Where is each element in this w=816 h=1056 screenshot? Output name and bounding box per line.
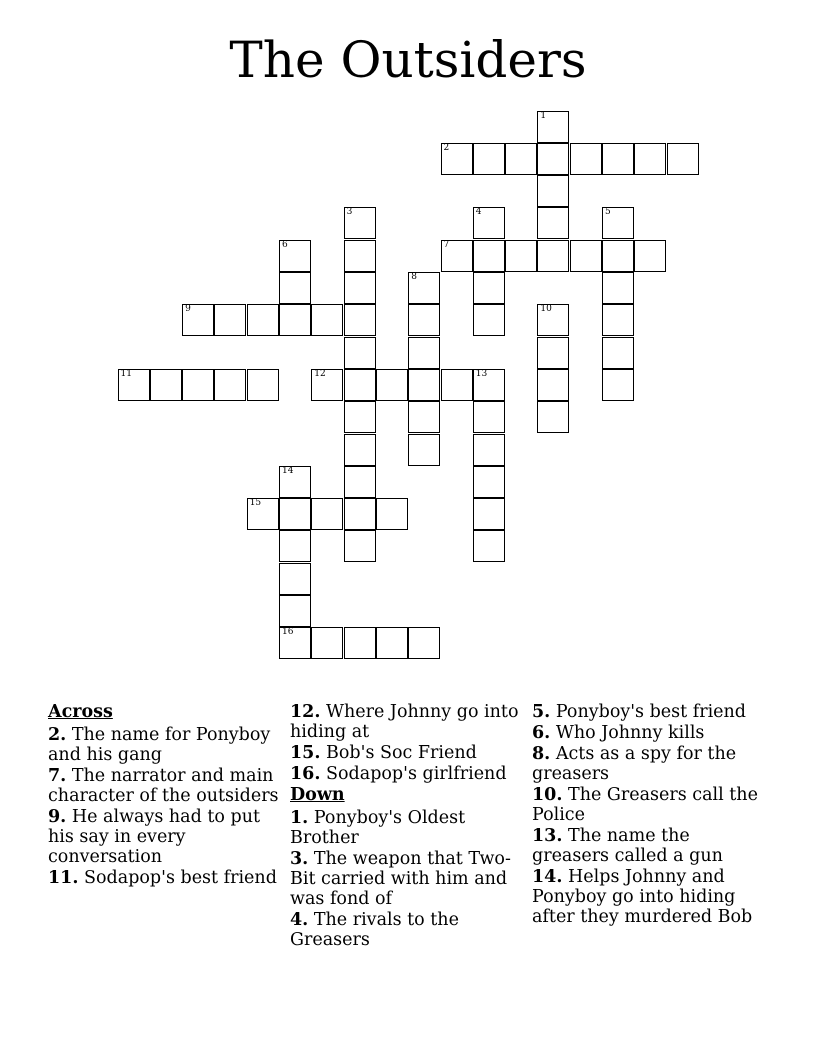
down-clue xyxy=(532,867,764,927)
grid-cell[interactable] xyxy=(602,337,634,369)
grid-cell[interactable] xyxy=(344,530,376,562)
down-clue xyxy=(290,849,522,909)
clue-number: 16. xyxy=(290,764,321,784)
clue-text: Ponyboy's best friend xyxy=(555,702,747,722)
grid-cell[interactable] xyxy=(150,369,182,401)
across-clue xyxy=(48,725,280,765)
grid-cell[interactable] xyxy=(279,272,311,304)
down-clue xyxy=(532,826,764,866)
grid-cell[interactable] xyxy=(344,272,376,304)
across-clue xyxy=(48,868,280,888)
clue-number: 1 xyxy=(540,110,547,121)
clues-column-3 xyxy=(532,702,764,928)
grid-cell[interactable] xyxy=(537,401,569,433)
clue-number: 7. xyxy=(48,766,67,786)
grid-cell[interactable] xyxy=(182,369,214,401)
down-clue xyxy=(532,723,764,743)
clue-number: 3. xyxy=(290,849,309,869)
clue-text: Where Johnny go into hiding at xyxy=(290,702,519,742)
across-clue xyxy=(290,702,522,742)
grid-cell[interactable] xyxy=(408,304,440,336)
clue-number: 8 xyxy=(411,272,417,282)
grid-cell[interactable] xyxy=(537,304,569,336)
grid-cell[interactable] xyxy=(344,240,376,272)
clue-number: 13. xyxy=(532,826,563,846)
clue-text: Sodapop's best friend xyxy=(84,868,277,888)
grid-cell[interactable] xyxy=(537,143,569,175)
clue-number: 14. xyxy=(532,867,563,887)
grid-cell[interactable] xyxy=(634,240,666,272)
clue-number: 12 xyxy=(314,368,326,379)
clue-text: Sodapop's girlfriend xyxy=(326,764,507,784)
across-clue xyxy=(290,743,522,763)
grid-cell[interactable] xyxy=(537,240,569,272)
grid-cell[interactable] xyxy=(344,401,376,433)
grid-cell[interactable] xyxy=(279,530,311,562)
grid-cell[interactable] xyxy=(408,627,440,659)
grid-cell[interactable] xyxy=(537,175,569,207)
clue-number: 12. xyxy=(290,702,321,722)
across-clue xyxy=(48,807,280,867)
grid-cell[interactable] xyxy=(473,498,505,530)
grid-cell[interactable] xyxy=(376,369,408,401)
grid-cell[interactable] xyxy=(537,369,569,401)
grid-cell[interactable] xyxy=(279,563,311,595)
clue-number: 6 xyxy=(282,239,288,250)
grid-cell[interactable] xyxy=(344,337,376,369)
grid-cell[interactable] xyxy=(408,401,440,433)
grid-cell[interactable] xyxy=(311,304,343,336)
grid-cell[interactable] xyxy=(247,498,279,530)
grid-cell[interactable] xyxy=(118,369,150,401)
clue-text: Acts as a spy for the greasers xyxy=(532,744,737,784)
clue-number: 1. xyxy=(290,808,309,828)
clue-text: The name the greasers called a gun xyxy=(532,826,723,866)
down-clue xyxy=(532,702,764,722)
clues-column-2 xyxy=(290,702,522,951)
grid-cell[interactable] xyxy=(279,627,311,659)
grid-cell[interactable] xyxy=(570,143,602,175)
grid-cell[interactable] xyxy=(473,530,505,562)
grid-cell[interactable] xyxy=(214,304,246,336)
clue-number: 16 xyxy=(282,627,294,638)
grid-cell[interactable] xyxy=(344,627,376,659)
clue-number: 9. xyxy=(48,807,67,827)
grid-cell[interactable] xyxy=(344,304,376,336)
grid-cell[interactable] xyxy=(279,304,311,336)
grid-cell[interactable] xyxy=(602,369,634,401)
clue-number: 6. xyxy=(532,723,551,743)
grid-cell[interactable] xyxy=(473,143,505,175)
grid-cell[interactable] xyxy=(473,466,505,498)
clue-text: The weapon that Two-Bit carried with him and was fond of xyxy=(290,849,511,909)
clue-number: 15 xyxy=(249,498,262,509)
clue-number: 4 xyxy=(475,207,482,218)
grid-cell[interactable] xyxy=(602,143,634,175)
grid-cell[interactable] xyxy=(441,240,473,272)
across-clue xyxy=(290,764,522,784)
grid-cell[interactable] xyxy=(505,143,537,175)
clue-number: 13 xyxy=(475,368,488,379)
clue-number: 2. xyxy=(48,725,67,745)
grid-cell[interactable] xyxy=(634,143,666,175)
grid-cell[interactable] xyxy=(473,207,505,239)
clue-text: The rivals to the Greasers xyxy=(290,910,459,950)
grid-cell[interactable] xyxy=(602,207,634,239)
grid-cell[interactable] xyxy=(602,272,634,304)
grid-cell[interactable] xyxy=(344,369,376,401)
across-clue-list xyxy=(48,725,280,888)
clue-text: Helps Johnny and Ponyboy go into hiding after they murdered Bob xyxy=(532,867,753,927)
clue-number: 8. xyxy=(532,744,551,764)
grid-cell[interactable] xyxy=(311,369,343,401)
clue-number: 9 xyxy=(185,304,191,315)
clue-text: Who Johnny kills xyxy=(555,723,705,743)
clue-number: 14 xyxy=(282,465,294,476)
grid-cell[interactable] xyxy=(279,240,311,272)
grid-cell[interactable] xyxy=(667,143,699,175)
clue-number: 15. xyxy=(290,743,321,763)
grid-cell[interactable] xyxy=(441,369,473,401)
down-clue xyxy=(290,910,522,950)
grid-cell[interactable] xyxy=(473,434,505,466)
clue-number: 7 xyxy=(443,239,450,250)
clue-number: 11. xyxy=(48,868,79,888)
grid-cell[interactable] xyxy=(570,240,602,272)
grid-cell[interactable] xyxy=(408,272,440,304)
down-clue-list xyxy=(290,808,522,950)
grid-cell[interactable] xyxy=(473,240,505,272)
down-clue xyxy=(532,785,764,825)
grid-cell[interactable] xyxy=(505,240,537,272)
grid-cell[interactable] xyxy=(279,595,311,627)
grid-cell[interactable] xyxy=(602,240,634,272)
grid-cell[interactable] xyxy=(473,304,505,336)
clue-number: 4. xyxy=(290,910,309,930)
clue-number: 5. xyxy=(532,702,551,722)
grid-cell[interactable] xyxy=(182,304,214,336)
grid-cell[interactable] xyxy=(214,369,246,401)
page-title: The Outsiders xyxy=(229,31,587,89)
grid-cell[interactable] xyxy=(279,466,311,498)
grid-cell[interactable] xyxy=(473,401,505,433)
grid-cell[interactable] xyxy=(279,498,311,530)
grid-cell[interactable] xyxy=(408,337,440,369)
grid-cell[interactable] xyxy=(441,143,473,175)
grid-cell[interactable] xyxy=(537,337,569,369)
grid-cell[interactable] xyxy=(376,627,408,659)
grid-cell[interactable] xyxy=(473,369,505,401)
clue-text: The Greasers call the Police xyxy=(532,785,758,825)
clue-number: 5 xyxy=(605,207,611,218)
grid-cell[interactable] xyxy=(247,304,279,336)
clue-number: 10. xyxy=(532,785,563,805)
grid-cell[interactable] xyxy=(473,272,505,304)
clue-text: The narrator and main character of the outsiders xyxy=(48,766,279,806)
grid-cell[interactable] xyxy=(602,304,634,336)
grid-cell[interactable] xyxy=(311,627,343,659)
grid-cell[interactable] xyxy=(311,498,343,530)
across-clue-list-continued xyxy=(290,702,522,784)
down-clue-list-continued xyxy=(532,702,764,927)
clue-text: Bob's Soc Friend xyxy=(326,743,477,763)
clue-number: 11 xyxy=(120,368,132,379)
grid-cell[interactable] xyxy=(247,369,279,401)
clue-text: Ponyboy's Oldest Brother xyxy=(290,808,466,848)
across-clue xyxy=(48,766,280,806)
grid-cell[interactable] xyxy=(537,111,569,143)
clue-number: 2 xyxy=(443,142,450,153)
clue-text: He always had to put his say in every conversation xyxy=(48,807,261,867)
grid-cell[interactable] xyxy=(344,207,376,239)
grid-cell[interactable] xyxy=(537,207,569,239)
grid-cell[interactable] xyxy=(376,498,408,530)
grid-cell[interactable] xyxy=(408,369,440,401)
clue-number: 3 xyxy=(346,207,353,218)
grid-cell[interactable] xyxy=(344,434,376,466)
down-heading: Down xyxy=(290,785,345,805)
clue-text: The name for Ponyboy and his gang xyxy=(48,725,271,765)
clues-column-1 xyxy=(48,702,280,889)
grid-cell[interactable] xyxy=(344,498,376,530)
across-heading: Across xyxy=(48,702,113,722)
grid-cell[interactable] xyxy=(408,434,440,466)
down-clue xyxy=(290,808,522,848)
clue-number: 10 xyxy=(540,304,552,315)
grid-cell[interactable] xyxy=(344,466,376,498)
down-clue xyxy=(532,744,764,784)
